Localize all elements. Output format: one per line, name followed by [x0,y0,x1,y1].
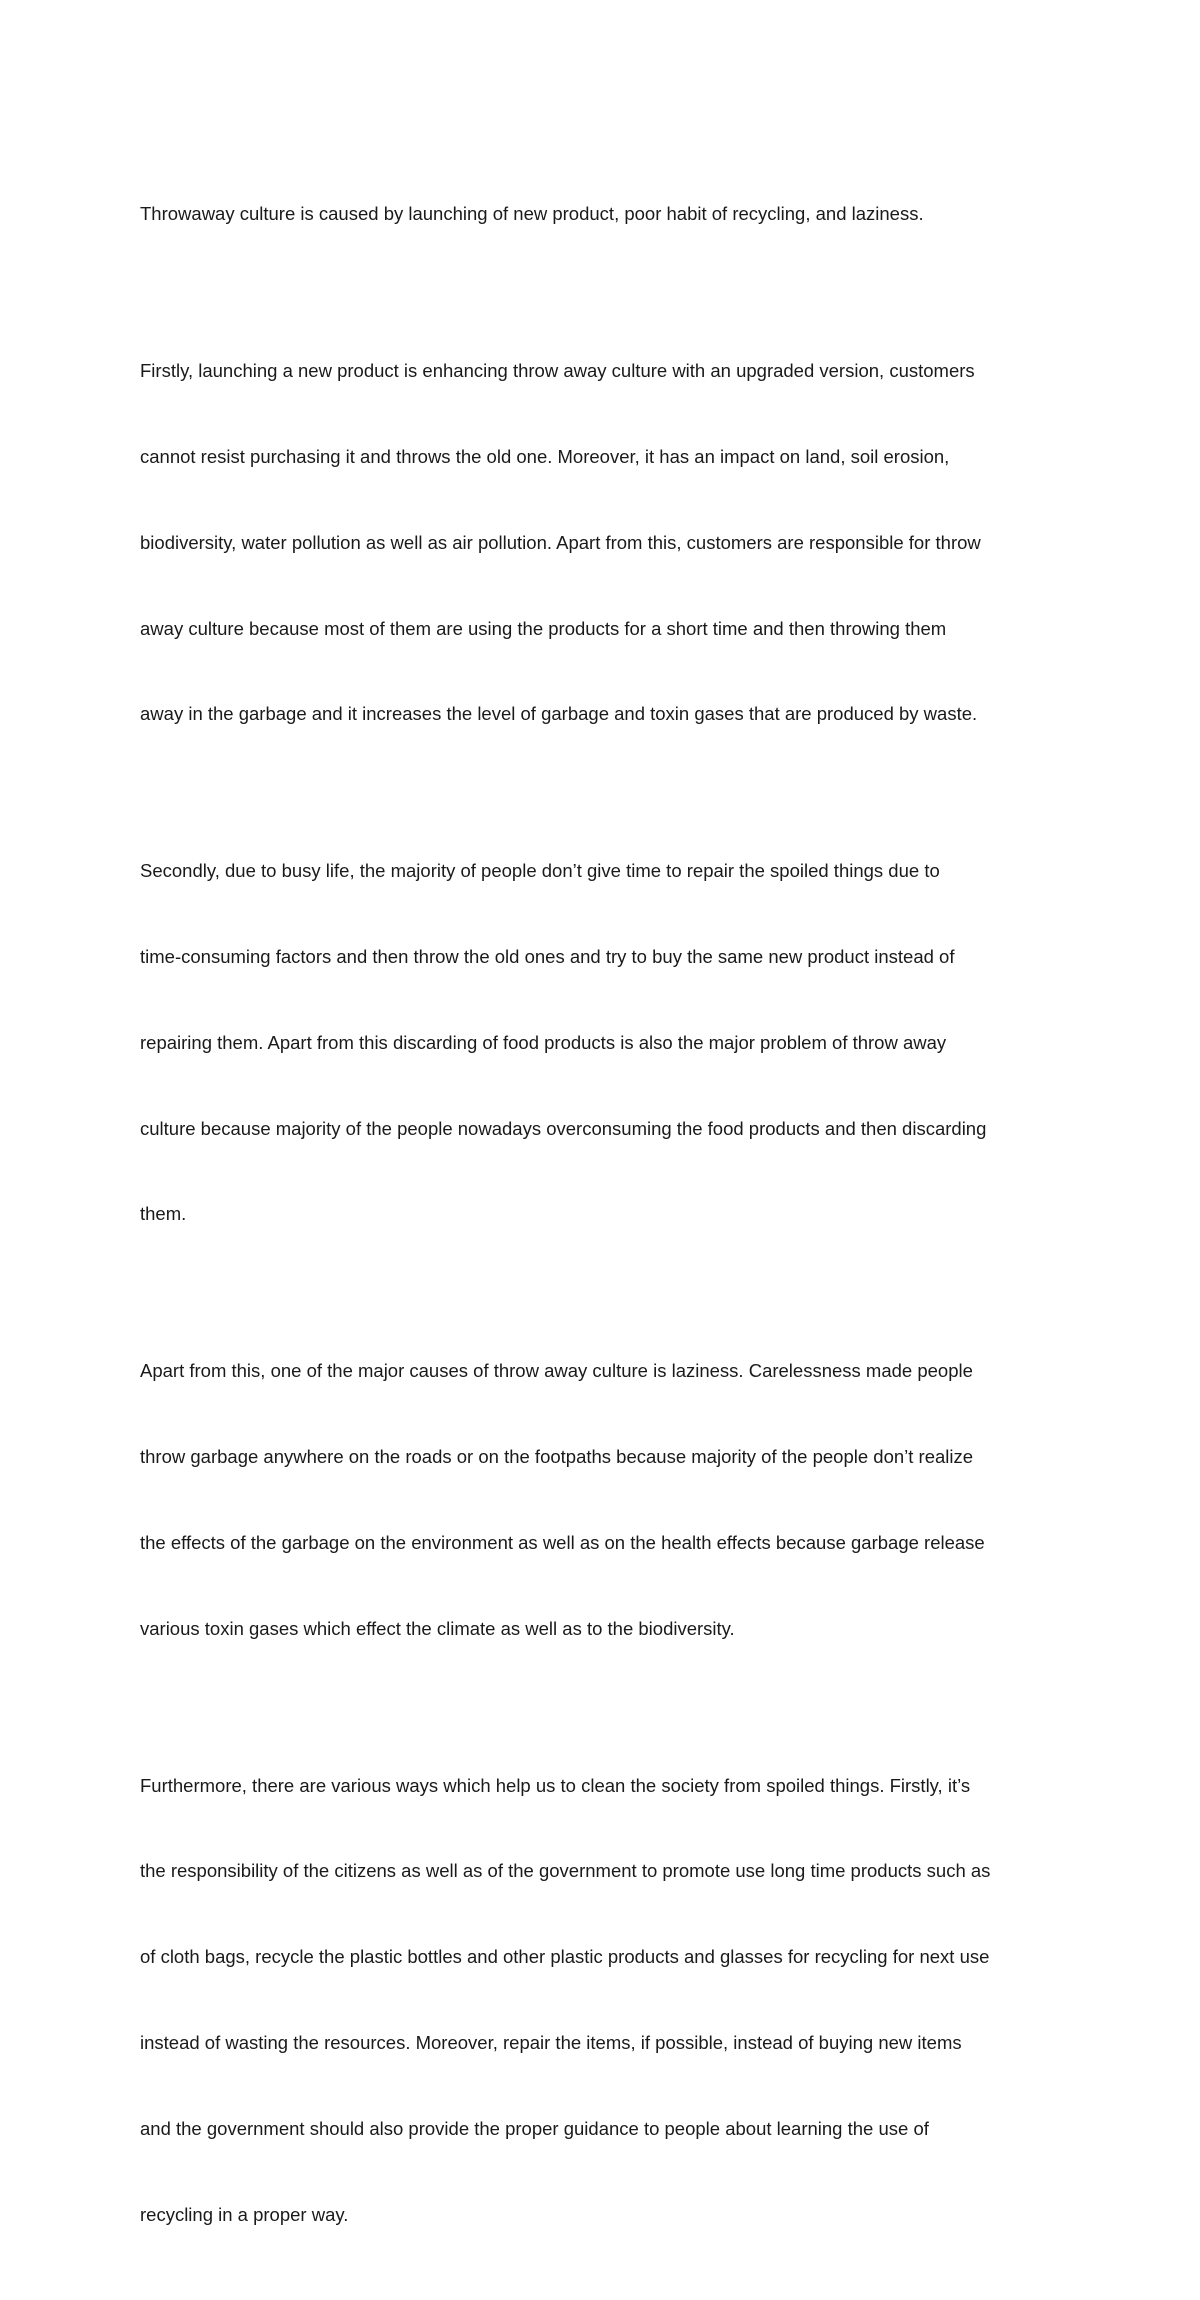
paragraph-new-products [140,300,1060,786]
text-line: various toxin gases which effect the climate as well as to the biodiversity. [140,1617,735,1639]
text-line: and the government should also provide the proper guidance to people about learning the use of [140,2117,929,2139]
text-line: Throwaway culture is caused by launching of new product, poor habit of recycling, and laziness. [140,203,924,225]
text-line: them. [140,1203,187,1225]
text-line: cannot resist purchasing it and throws the old one. Moreover, it has an impact on land, soil erosion, [140,445,950,467]
text-line: the effects of the garbage on the environment as well as on the health effects because garbage release [140,1531,985,1553]
text-line: Apart from this, one of the major causes of throw away culture is laziness. Carelessness made people [140,1360,973,1382]
paragraph-intro [140,143,1060,286]
text-line: away culture because most of them are using the products for a short time and then throwing them [140,617,947,639]
text-line: away in the garbage and it increases the level of garbage and toxin gases that are produced by waste. [140,703,978,725]
text-line: recycling in a proper way. [140,2203,349,2225]
text-line: of cloth bags, recycle the plastic bottles and other plastic products and glasses for recycling for next use [140,1946,990,1968]
text-line: repairing them. Apart from this discarding of food products is also the major problem of throw away [140,1031,947,1053]
text-line: Furthermore, there are various ways which help us to clean the society from spoiled things. Firstly, it’s [140,1774,971,1796]
paragraph-busy-life [140,800,1060,1286]
paragraph-solutions [140,1714,1060,2286]
text-line: Firstly, launching a new product is enhancing throw away culture with an upgraded version, customers [140,360,975,382]
text-line: instead of wasting the resources. Moreover, repair the items, if possible, instead of buying new items [140,2032,962,2053]
text-line: biodiversity, water pollution as well as air pollution. Apart from this, customers are responsible for throw [140,531,981,553]
text-line: the responsibility of the citizens as well as of the government to promote use long time products such as [140,1860,991,1882]
paragraph-laziness [140,1300,1060,1700]
text-line: throw garbage anywhere on the roads or on the footpaths because majority of the people don’t realize [140,1446,974,1468]
document-body [140,143,1060,2300]
text-line: time-consuming factors and then throw the old ones and try to buy the same new product instead of [140,946,955,968]
text-line: culture because majority of the people nowadays overconsuming the food products and then discarding [140,1117,987,1139]
text-line: Secondly, due to busy life, the majority of people don’t give time to repair the spoiled things due to [140,860,940,882]
